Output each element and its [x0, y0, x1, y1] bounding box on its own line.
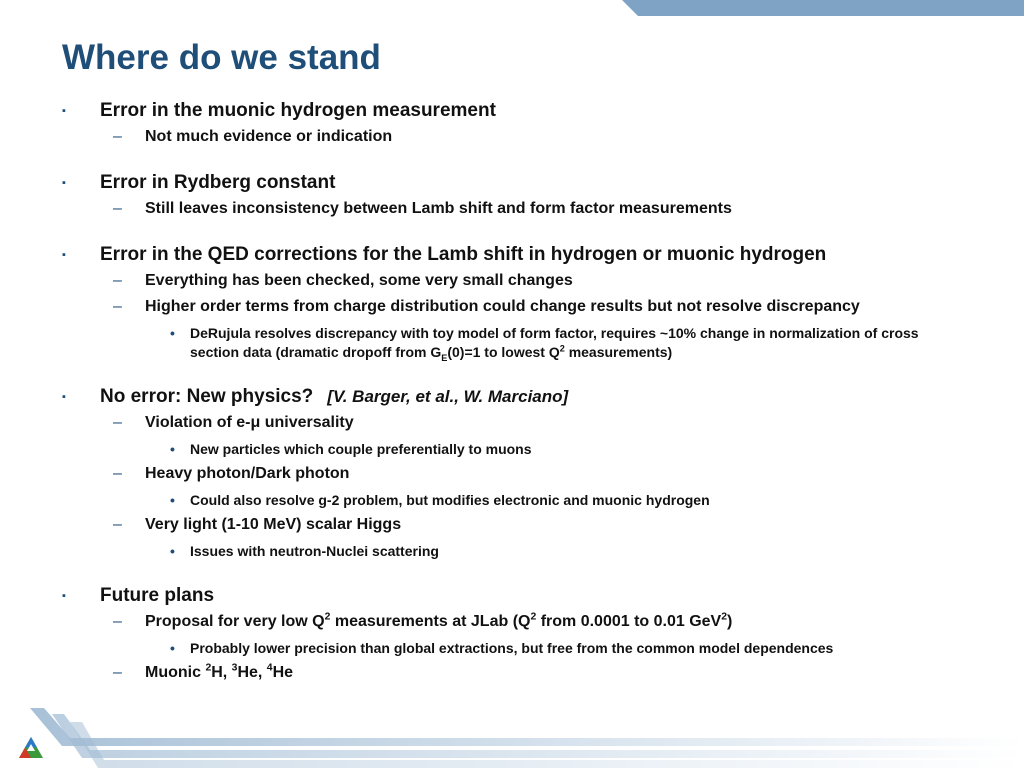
bullet-level2-marker: –: [113, 613, 122, 630]
bullet-level1-text: Future plans: [100, 585, 215, 606]
bullet-level2-marker: –: [113, 414, 122, 431]
bullet-list: [62, 98, 962, 686]
bullet-level2: [62, 124, 962, 150]
bullet-level3-text: DeRujula resolves discrepancy with toy model of form factor, requires ~10% change in normalization of cross section data (dramatic dropoff from $G_E(0)=1$ to lowest $Q^2$ measurements): [190, 325, 919, 363]
bullet-level3-marker: •: [170, 441, 175, 457]
bullet-level2-marker: –: [113, 128, 122, 145]
bullet-level1: [62, 583, 962, 609]
bullet-level1-text: No error: New physics?: [100, 386, 314, 407]
bullet-level1-marker: ▪: [62, 177, 66, 189]
slide-title: Where do we stand: [62, 38, 381, 77]
bullet-level1-marker: ▪: [62, 249, 66, 261]
bullet-level1: [62, 170, 962, 196]
footer-swoosh: [0, 708, 1024, 768]
bullet-level3-text: Probably lower precision than global extractions, but free from the common model dependences: [190, 640, 834, 656]
bullet-level3: [62, 491, 962, 510]
bullet-level2-text: Higher order terms from charge distribution could change results but not resolve discrepancy: [145, 298, 860, 315]
bullet-level2-marker: –: [113, 664, 122, 681]
bullet-level3-text: Issues with neutron-Nuclei scattering: [190, 543, 439, 559]
bullet-level1: [62, 242, 962, 268]
bullet-level2: [62, 461, 962, 487]
bullet-level2-text: Very light (1-10 MeV) scalar Higgs: [145, 516, 402, 533]
bullet-level3: [62, 639, 962, 658]
bullet-level2: [62, 512, 962, 538]
bullet-level2-text: Heavy photon/Dark photon: [145, 465, 350, 482]
bullet-level2-text: Everything has been checked, some very small changes: [145, 272, 573, 289]
bullet-level2-text: Muonic $^2$H, $^3$He, $^4$He: [145, 662, 294, 681]
bullet-level3-marker: •: [170, 492, 175, 508]
argonne-triangle-icon: [18, 736, 44, 760]
bullet-level3-marker: •: [170, 640, 175, 656]
bullet-level2-text: Still leaves inconsistency between Lamb shift and form factor measurements: [145, 200, 732, 217]
bullet-level2-marker: –: [113, 298, 122, 315]
bullet-level1: [62, 384, 962, 410]
bullet-level1-marker: ▪: [62, 590, 66, 602]
bullet-level2-text: Violation of e-μ universality: [145, 414, 354, 431]
bullet-level3: [62, 324, 962, 362]
bullet-level1-marker: ▪: [62, 105, 66, 117]
citation: [V. Barger, et al., W. Marciano]: [327, 387, 569, 406]
bullet-level2-marker: –: [113, 516, 122, 533]
bullet-level2: [62, 609, 962, 635]
bullet-level2: [62, 268, 962, 294]
bullet-level3-marker: •: [170, 325, 175, 341]
bullet-level1: [62, 98, 962, 124]
bullet-level1-text: Error in Rydberg constant: [100, 172, 336, 193]
bullet-level2-text: Proposal for very low $Q^2$ measurements at JLab ($Q^2$ from 0.0001 to 0.01 GeV$^2$): [145, 611, 733, 630]
bullet-level2-marker: –: [113, 272, 122, 289]
bullet-level3-text: New particles which couple preferentially to muons: [190, 441, 532, 457]
bullet-level3: [62, 440, 962, 459]
bullet-level1-text: Error in the muonic hydrogen measurement: [100, 100, 496, 121]
bullet-level2: [62, 294, 962, 320]
bullet-level2-text: Not much evidence or indication: [145, 128, 393, 145]
bullet-level1-text: Error in the QED corrections for the Lamb shift in hydrogen or muonic hydrogen: [100, 244, 827, 265]
bullet-level2: [62, 196, 962, 222]
bullet-level3: [62, 542, 962, 561]
bullet-level3-marker: •: [170, 543, 175, 559]
bullet-level3-text: Could also resolve g-2 problem, but modifies electronic and muonic hydrogen: [190, 492, 710, 508]
bullet-level1-marker: ▪: [62, 391, 66, 403]
bullet-level2-marker: –: [113, 200, 122, 217]
header-band: [622, 0, 1024, 16]
bullet-level2-marker: –: [113, 465, 122, 482]
bullet-level2: [62, 410, 962, 436]
bullet-level2: [62, 660, 962, 686]
